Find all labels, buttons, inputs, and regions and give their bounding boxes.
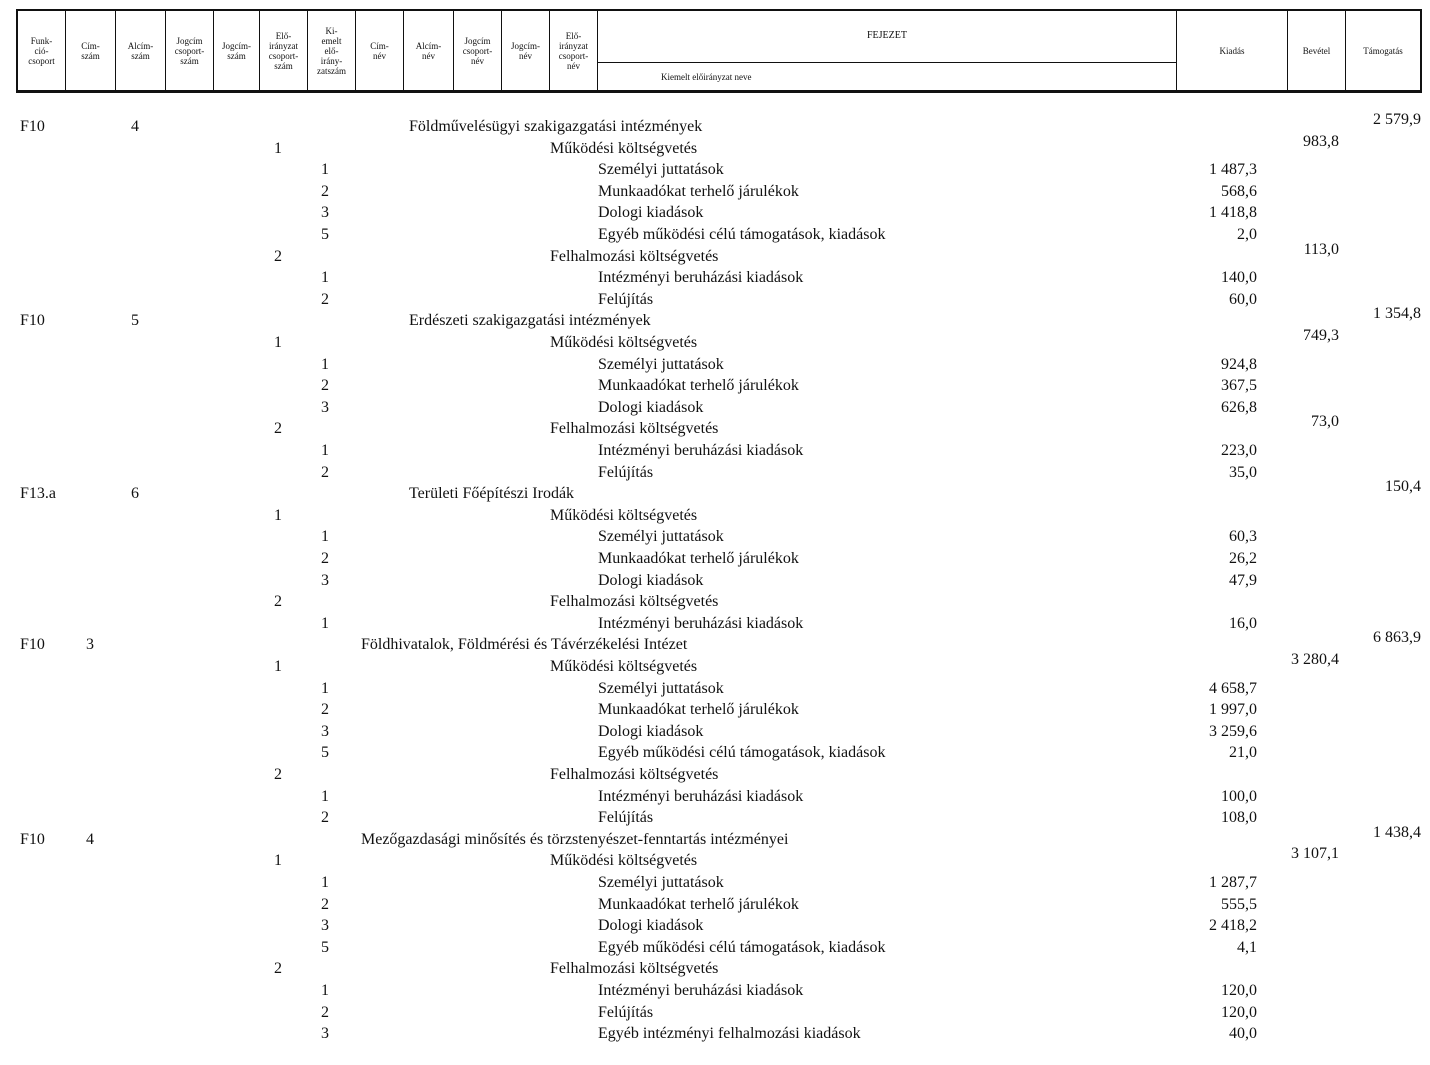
alcim-szam-cell: 6	[131, 485, 139, 503]
jogcim-name: Dologi kiadások	[598, 722, 704, 740]
table-row	[0, 160, 1430, 180]
jogcim-szam-cell: 1	[321, 874, 329, 891]
kiadas-cell: 26,2	[1229, 550, 1257, 567]
table-row	[0, 592, 1430, 612]
jogcim-name: Dologi kiadások	[598, 571, 704, 589]
jogcim-szam-cell: 2	[321, 809, 329, 827]
table-row	[0, 1024, 1430, 1044]
jogcim-szam-cell: 1	[321, 982, 329, 999]
jogcim-name: Egyéb működési célú támogatások, kiadások	[598, 744, 886, 762]
table-row	[0, 787, 1430, 807]
jogcim-szam-cell: 1	[321, 442, 329, 459]
table-row	[0, 722, 1430, 742]
table-row	[0, 203, 1430, 223]
funkcio-csoport-cell: F10	[20, 118, 45, 135]
jogcim-name: Személyi juttatások	[598, 679, 724, 697]
bevetel-cell: 983,8	[1303, 132, 1339, 150]
jogcim-name: Munkaadókat terhelő járulékok	[598, 895, 799, 913]
jogcim-name: Dologi kiadások	[598, 917, 704, 935]
jogcim-name: Intézményi beruházási kiadások	[598, 269, 804, 287]
table-row	[0, 808, 1430, 828]
jogcim-name: Munkaadókat terhelő járulékok	[598, 701, 799, 719]
kiadas-cell: 3 259,6	[1209, 722, 1257, 740]
header-bevetel: Bevétel	[1288, 11, 1346, 90]
jogcimcsoport-szam-cell: 2	[274, 593, 282, 611]
funkcio-csoport-cell: F10	[20, 636, 45, 654]
tamogatas-cell: 150,4	[1385, 478, 1421, 496]
header-divider	[598, 62, 1176, 63]
jogcim-szam-cell: 2	[321, 377, 329, 395]
jogcim-name: Egyéb működési célú támogatások, kiadások	[598, 938, 886, 956]
table-row	[0, 376, 1430, 396]
kiadas-cell: 568,6	[1221, 182, 1257, 200]
table-row	[0, 225, 1430, 245]
cim-name: Mezőgazdasági minősítés és törzstenyészet-fenntartás intézményei	[361, 830, 789, 848]
table-row	[0, 305, 1430, 331]
jogcim-szam-cell: 5	[321, 226, 329, 243]
table-header	[16, 9, 1422, 93]
jogcim-name: Intézményi beruházási kiadások	[598, 614, 804, 632]
kiadas-cell: 4,1	[1237, 938, 1257, 956]
kiadas-cell: 16,0	[1229, 614, 1257, 632]
tamogatas-cell: 1 438,4	[1373, 823, 1421, 841]
table-row	[0, 981, 1430, 1001]
header-fejezet: FEJEZET	[867, 29, 907, 41]
jogcimcsoport-szam-cell: 2	[274, 247, 282, 265]
bevetel-cell: 3 107,1	[1291, 845, 1339, 863]
kiadas-cell: 1 287,7	[1209, 874, 1257, 891]
funkcio-csoport-cell: F10	[20, 312, 45, 330]
jogcim-szam-cell: 1	[321, 161, 329, 179]
jogcim-name: Személyi juttatások	[598, 355, 724, 373]
jogcimcsoport-name: Felhalmozási költségvetés	[550, 960, 719, 978]
jogcimcsoport-name: Működési költségvetés	[550, 506, 698, 524]
header-kiemelt-eloiranyzat-neve: Kiemelt előirányzat neve	[661, 72, 752, 82]
table-row	[0, 700, 1430, 720]
jogcim-name: Személyi juttatások	[598, 874, 724, 891]
jogcim-szam-cell: 5	[321, 938, 329, 956]
header-alcim-szam: Alcím- szám	[116, 11, 166, 90]
table-row	[0, 743, 1430, 763]
jogcim-name: Felújítás	[598, 809, 654, 827]
jogcimcsoport-szam-cell: 2	[274, 960, 282, 978]
jogcimcsoport-szam-cell: 2	[274, 420, 282, 438]
jogcim-szam-cell: 1	[321, 679, 329, 697]
kiadas-cell: 60,0	[1229, 290, 1257, 308]
table-row	[0, 182, 1430, 202]
jogcimcsoport-szam-cell: 1	[274, 852, 282, 870]
jogcimcsoport-name: Felhalmozási költségvetés	[550, 420, 719, 438]
jogcim-szam-cell: 1	[321, 269, 329, 287]
table-row	[0, 571, 1430, 591]
jogcim-name: Felújítás	[598, 290, 654, 308]
jogcim-name: Egyéb működési célú támogatások, kiadások	[598, 226, 886, 243]
header-jogcim-nev: Jogcím- név	[502, 11, 550, 90]
header-alcim-nev: Alcím- név	[404, 11, 454, 90]
funkcio-csoport-cell: F13.a	[20, 485, 56, 503]
jogcim-szam-cell: 3	[321, 722, 329, 740]
jogcimcsoport-name: Felhalmozási költségvetés	[550, 766, 719, 783]
jogcimcsoport-szam-cell: 1	[274, 139, 282, 157]
jogcimcsoport-szam-cell: 1	[274, 334, 282, 351]
jogcim-szam-cell: 1	[321, 614, 329, 632]
cim-szam-cell: 3	[86, 636, 94, 654]
table-row	[0, 959, 1430, 979]
jogcimcsoport-szam-cell: 1	[274, 658, 282, 675]
header-kiemelt-eloiranyzat-szam: Ki- emelt elő- irány- zatszám	[308, 11, 356, 90]
table-row	[0, 398, 1430, 418]
kiadas-cell: 35,0	[1229, 463, 1257, 481]
table-row	[0, 240, 1430, 267]
kiadas-cell: 1 997,0	[1209, 701, 1257, 719]
table-row	[0, 651, 1430, 677]
alcim-szam-cell: 5	[131, 312, 139, 330]
header-kiadas: Kiadás	[1176, 11, 1288, 90]
header-tamogatas: Támogatás	[1363, 45, 1403, 56]
jogcim-szam-cell: 2	[321, 701, 329, 719]
jogcim-name: Dologi kiadások	[598, 398, 704, 416]
kiadas-cell: 60,3	[1229, 528, 1257, 546]
bevetel-cell: 73,0	[1311, 413, 1339, 431]
bevetel-cell: 3 280,4	[1291, 651, 1339, 668]
jogcimcsoport-name: Felhalmozási költségvetés	[550, 247, 719, 265]
kiadas-cell: 40,0	[1229, 1025, 1257, 1043]
jogcim-name: Dologi kiadások	[598, 204, 704, 222]
table-row	[0, 1003, 1430, 1023]
jogcim-name: Intézményi beruházási kiadások	[598, 787, 804, 805]
header-jogcimcsoport-nev: Jogcím csoport- név	[454, 11, 502, 90]
header-cim-nev: Cím- név	[356, 11, 404, 90]
jogcimcsoport-name: Működési költségvetés	[550, 139, 698, 157]
funkcio-csoport-cell: F10	[20, 830, 45, 848]
jogcim-name: Intézményi beruházási kiadások	[598, 982, 804, 999]
table-row	[0, 549, 1430, 569]
header-jogcim-szam: Jogcím- szám	[214, 11, 260, 90]
jogcim-szam-cell: 2	[321, 463, 329, 481]
tamogatas-cell: 1 354,8	[1373, 305, 1421, 323]
jogcim-szam-cell: 2	[321, 1003, 329, 1021]
table-row	[0, 845, 1430, 871]
jogcim-name: Felújítás	[598, 1003, 654, 1021]
jogcim-szam-cell: 1	[321, 787, 329, 805]
bevetel-cell: 113,0	[1303, 240, 1339, 258]
kiadas-cell: 1 418,8	[1209, 204, 1257, 222]
table-row	[0, 413, 1430, 439]
jogcim-szam-cell: 3	[321, 917, 329, 935]
table-row	[0, 290, 1430, 310]
jogcim-szam-cell: 2	[321, 550, 329, 567]
jogcim-szam-cell: 3	[321, 571, 329, 589]
table-row	[0, 823, 1430, 850]
jogcimcsoport-name: Működési költségvetés	[550, 658, 698, 675]
header-eloiranyzat-csoport-nev: Elő- irányzat csoport- név	[550, 11, 598, 90]
tamogatas-cell: 6 863,9	[1373, 629, 1421, 647]
table-row	[0, 679, 1430, 699]
cim-szam-cell: 4	[86, 830, 94, 848]
kiadas-cell: 4 658,7	[1209, 679, 1257, 697]
kiadas-cell: 140,0	[1221, 269, 1257, 287]
table-row	[0, 111, 1430, 137]
kiadas-cell: 120,0	[1221, 1003, 1257, 1021]
table-row	[0, 478, 1430, 504]
kiadas-cell: 100,0	[1221, 787, 1257, 805]
jogcim-szam-cell: 3	[321, 1025, 329, 1043]
jogcim-name: Munkaadókat terhelő járulékok	[598, 550, 799, 567]
alcim-name: Földművelésügyi szakigazgatási intézmények	[409, 118, 703, 135]
tamogatas-cell: 2 579,9	[1373, 111, 1421, 128]
kiadas-cell: 223,0	[1221, 442, 1257, 459]
alcim-szam-cell: 4	[131, 118, 139, 135]
jogcim-szam-cell: 3	[321, 398, 329, 416]
kiadas-cell: 120,0	[1221, 982, 1257, 999]
table-row	[0, 873, 1430, 893]
jogcim-szam-cell: 3	[321, 204, 329, 222]
jogcimcsoport-name: Működési költségvetés	[550, 334, 698, 351]
table-row	[0, 614, 1430, 634]
table-row	[0, 938, 1430, 958]
jogcim-szam-cell: 2	[321, 895, 329, 913]
jogcimcsoport-szam-cell: 1	[274, 506, 282, 524]
jogcim-szam-cell: 1	[321, 528, 329, 546]
table-row	[0, 463, 1430, 483]
table-row	[0, 916, 1430, 936]
jogcim-szam-cell: 5	[321, 744, 329, 762]
jogcimcsoport-szam-cell: 2	[274, 766, 282, 783]
kiadas-cell: 555,5	[1221, 895, 1257, 913]
kiadas-cell: 108,0	[1221, 809, 1257, 827]
alcim-name: Területi Főépítészi Irodák	[409, 485, 575, 503]
header-jogcimcsoport-szam: Jogcím csoport- szám	[166, 11, 214, 90]
jogcim-szam-cell: 2	[321, 290, 329, 308]
header-cim-szam: Cím- szám	[66, 11, 116, 90]
jogcim-name: Munkaadókat terhelő járulékok	[598, 182, 799, 200]
bevetel-cell: 749,3	[1303, 327, 1339, 344]
jogcim-name: Egyéb intézményi felhalmozási kiadások	[598, 1025, 861, 1043]
table-row	[0, 765, 1430, 785]
cim-name: Földhivatalok, Földmérési és Távérzékelési Intézet	[361, 636, 688, 654]
kiadas-cell: 626,8	[1221, 398, 1257, 416]
table-row	[0, 527, 1430, 547]
jogcim-szam-cell: 2	[321, 182, 329, 200]
kiadas-cell: 367,5	[1221, 377, 1257, 395]
jogcim-szam-cell: 1	[321, 355, 329, 373]
table-row	[0, 441, 1430, 461]
jogcim-name: Intézményi beruházási kiadások	[598, 442, 804, 459]
jogcimcsoport-name: Felhalmozási költségvetés	[550, 593, 719, 611]
alcim-name: Erdészeti szakigazgatási intézmények	[409, 312, 651, 330]
table-row	[0, 895, 1430, 915]
jogcim-name: Felújítás	[598, 463, 654, 481]
kiadas-cell: 1 487,3	[1209, 161, 1257, 179]
table-row	[0, 327, 1430, 353]
header-eloiranyzat-csoport-szam: Elő- irányzat csoport- szám	[260, 11, 308, 90]
table-row	[0, 268, 1430, 288]
jogcim-name: Munkaadókat terhelő járulékok	[598, 377, 799, 395]
table-row	[0, 355, 1430, 375]
kiadas-cell: 47,9	[1229, 571, 1257, 589]
header-funkcio-csoport: Funk- ció- csoport	[18, 11, 66, 90]
kiadas-cell: 2,0	[1237, 226, 1257, 243]
jogcim-name: Személyi juttatások	[598, 528, 724, 546]
kiadas-cell: 2 418,2	[1209, 917, 1257, 935]
table-row	[0, 629, 1430, 655]
kiadas-cell: 924,8	[1221, 355, 1257, 373]
kiadas-cell: 21,0	[1229, 744, 1257, 762]
jogcim-name: Személyi juttatások	[598, 161, 724, 179]
table-row	[0, 506, 1430, 526]
table-row	[0, 132, 1430, 159]
jogcimcsoport-name: Működési költségvetés	[550, 852, 698, 870]
